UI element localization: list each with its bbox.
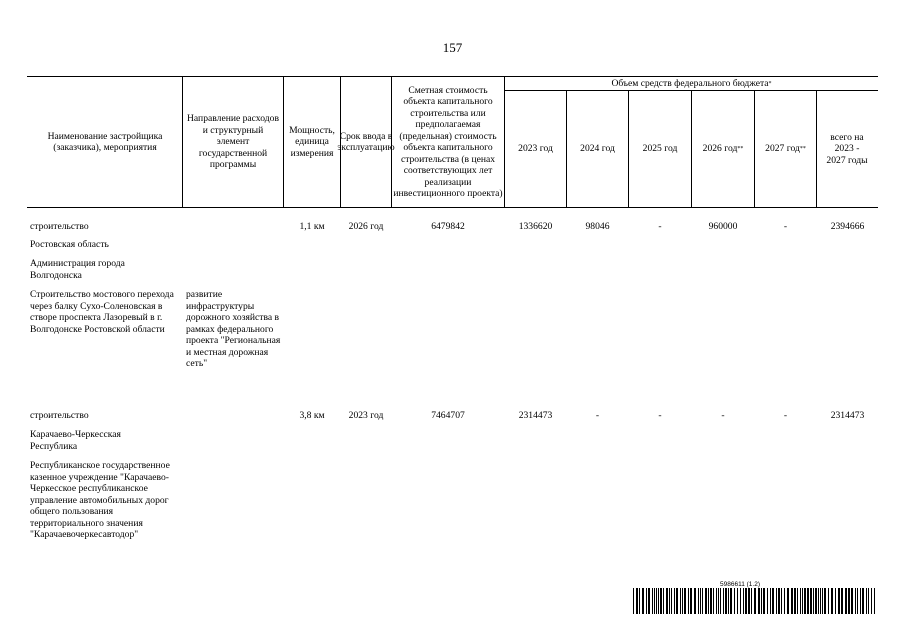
barcode-bar	[690, 588, 692, 614]
barcode-bar	[705, 588, 707, 614]
row-2026: -	[721, 410, 725, 421]
barcode-bar	[787, 588, 789, 614]
row-cost: 7464707	[431, 410, 465, 421]
barcode-bar	[654, 588, 655, 614]
barcode-bar	[642, 588, 644, 614]
header-2023: 2023 год	[518, 143, 553, 155]
barcode-bar	[815, 588, 817, 614]
barcode-bar	[710, 588, 712, 614]
header-total: всего на 2023 - 2027 годы	[826, 131, 868, 166]
row-cost: 6479842	[431, 221, 465, 232]
barcode-bar	[718, 588, 719, 614]
barcode-bar	[800, 588, 801, 614]
barcode-bar	[797, 588, 798, 614]
barcode-bar	[660, 588, 662, 614]
row-term: 2023 год	[348, 410, 384, 421]
barcode-bar	[684, 588, 686, 614]
barcode-bar	[857, 588, 858, 614]
row-2024: -	[595, 410, 600, 421]
barcode-bar	[682, 588, 683, 614]
row-total: 2394666	[830, 221, 865, 232]
barcode-bar	[818, 588, 819, 614]
barcode-bar	[737, 588, 738, 614]
barcode-bar	[767, 588, 768, 614]
barcode-bar	[745, 588, 747, 614]
barcode-bar	[688, 588, 689, 614]
barcode-bar	[656, 588, 657, 614]
row-2027: -	[783, 410, 788, 421]
barcode-bar	[694, 588, 696, 614]
block1-customer: Администрация города Волгодонска	[30, 258, 125, 281]
header-2024: 2024 год	[580, 143, 615, 155]
header-2025: 2025 год	[642, 143, 678, 155]
barcode-bar	[636, 588, 638, 614]
col-divider-10	[816, 90, 817, 207]
row-2023: 2314473	[518, 410, 553, 421]
barcode-bar	[824, 588, 826, 614]
row-2027: -	[783, 221, 788, 232]
row-2026: 960000	[708, 221, 738, 232]
barcode-bar	[728, 588, 729, 614]
barcode-bar	[702, 588, 703, 614]
barcode-bar	[820, 588, 821, 614]
barcode-bar	[851, 588, 853, 614]
row-2023: 1336620	[518, 221, 553, 232]
barcode-bar	[776, 588, 777, 614]
header-direction: Направление расходов и структурный элемент государственной программы	[187, 113, 279, 171]
barcode-bar	[828, 588, 829, 614]
header-cost: Сметная стоимость объекта капитального строительства или предполагаемая (предельная) стоимость объекта капитального строительства (в ценах соответствующих лет реализации инвестиционного проекта)	[393, 84, 503, 199]
barcode-bar	[860, 588, 861, 614]
row-2025: -	[658, 410, 662, 421]
barcode-bar	[810, 588, 812, 614]
barcode-bar	[676, 588, 678, 614]
barcode-bar	[813, 588, 814, 614]
barcode-bar	[674, 588, 675, 614]
barcode-bar	[730, 588, 732, 614]
barcode-bar	[770, 588, 771, 614]
barcode-bar	[835, 588, 836, 614]
barcode-bar	[758, 588, 760, 614]
row-2024: 98046	[585, 221, 610, 232]
barcode-bar	[740, 588, 741, 614]
col-divider-1	[182, 76, 183, 207]
barcode-bar	[871, 588, 872, 614]
header-2027: 2027 год **	[765, 143, 806, 155]
block2-region: Карачаево-Черкесская Республика	[30, 429, 121, 452]
row-capacity: 1,1 км	[299, 221, 325, 232]
row-type: строительство	[30, 221, 89, 232]
barcode-image	[633, 588, 878, 614]
row-type: строительство	[30, 410, 89, 421]
barcode-bar	[633, 588, 634, 614]
row-term: 2026 год	[348, 221, 384, 232]
header-2026: 2026 год **	[702, 143, 744, 155]
barcode-bar	[831, 588, 833, 614]
barcode-bar	[807, 588, 809, 614]
barcode-bar	[708, 588, 709, 614]
barcode-bar	[866, 588, 867, 614]
barcode-bar	[784, 588, 785, 614]
block2-customer: Республиканское государственное казенное учреждение "Карачаево-Черкесское республиканское управление автомобильных дорог общего пользования территориального значения "Карачаевочеркесавтодор"	[30, 460, 170, 540]
barcode-bar	[663, 588, 664, 614]
barcode-bar	[838, 588, 840, 614]
row-2025: -	[658, 221, 662, 232]
barcode-bar	[763, 588, 765, 614]
barcode-bar	[748, 588, 750, 614]
barcode-bar	[743, 588, 744, 614]
barcode-bar	[845, 588, 847, 614]
barcode-bar	[874, 588, 875, 614]
block1-region: Ростовская область	[30, 239, 109, 250]
barcode-bar	[713, 588, 714, 614]
header-term: Срок ввода в эксплуатацию	[337, 130, 395, 153]
barcode-bar	[698, 588, 699, 614]
barcode-bar	[841, 588, 843, 614]
barcode-bar	[666, 588, 668, 614]
barcode-bar	[778, 588, 780, 614]
barcode-bar	[725, 588, 727, 614]
barcode-bar	[646, 588, 647, 614]
barcode-bar	[648, 588, 650, 614]
header-capacity: Мощность, единица измерения	[289, 124, 335, 159]
header-budget-group: Объем средств федерального бюджета *	[611, 77, 772, 89]
barcode-bar	[802, 588, 803, 614]
barcode-bar	[791, 588, 793, 614]
barcode-bar	[862, 588, 864, 614]
row-total: 2314473	[830, 410, 865, 421]
page-number: 157	[442, 40, 463, 55]
header-customer: Наименование застройщика (заказчика), мероприятия	[47, 130, 163, 153]
barcode-bar	[680, 588, 681, 614]
barcode-bar	[794, 588, 796, 614]
barcode-bar	[652, 588, 653, 614]
barcode-bar	[868, 588, 869, 614]
block1-direction: развитие инфраструктуры дорожного хозяйства в рамках федерального проекта "Региональная и местная дорожная сеть"	[186, 289, 281, 369]
barcode-bar	[804, 588, 806, 614]
barcode-bar	[720, 588, 721, 614]
barcode-bar	[855, 588, 856, 614]
barcode-bar	[772, 588, 774, 614]
barcode-bar	[761, 588, 762, 614]
barcode-bar	[716, 588, 717, 614]
block1-object: Строительство мостового перехода через балку Сухо-Соленовская в створе проспекта Лазоревый в г. Волгодонске Ростовской области	[30, 289, 174, 335]
header-bottom-rule	[27, 207, 878, 208]
barcode-bar	[734, 588, 735, 614]
row-capacity: 3,8 км	[299, 410, 325, 421]
barcode-bar	[751, 588, 752, 614]
barcode-label: 5986611 (1.2)	[720, 581, 760, 588]
barcode-bar	[822, 588, 823, 614]
barcode-bar	[754, 588, 756, 614]
barcode-bar	[848, 588, 850, 614]
barcode-bar	[671, 588, 672, 614]
barcode-bar	[669, 588, 670, 614]
barcode-bar	[639, 588, 640, 614]
barcode-bar	[700, 588, 701, 614]
barcode-bar	[658, 588, 659, 614]
barcode-bar	[723, 588, 724, 614]
barcode-bar	[781, 588, 782, 614]
